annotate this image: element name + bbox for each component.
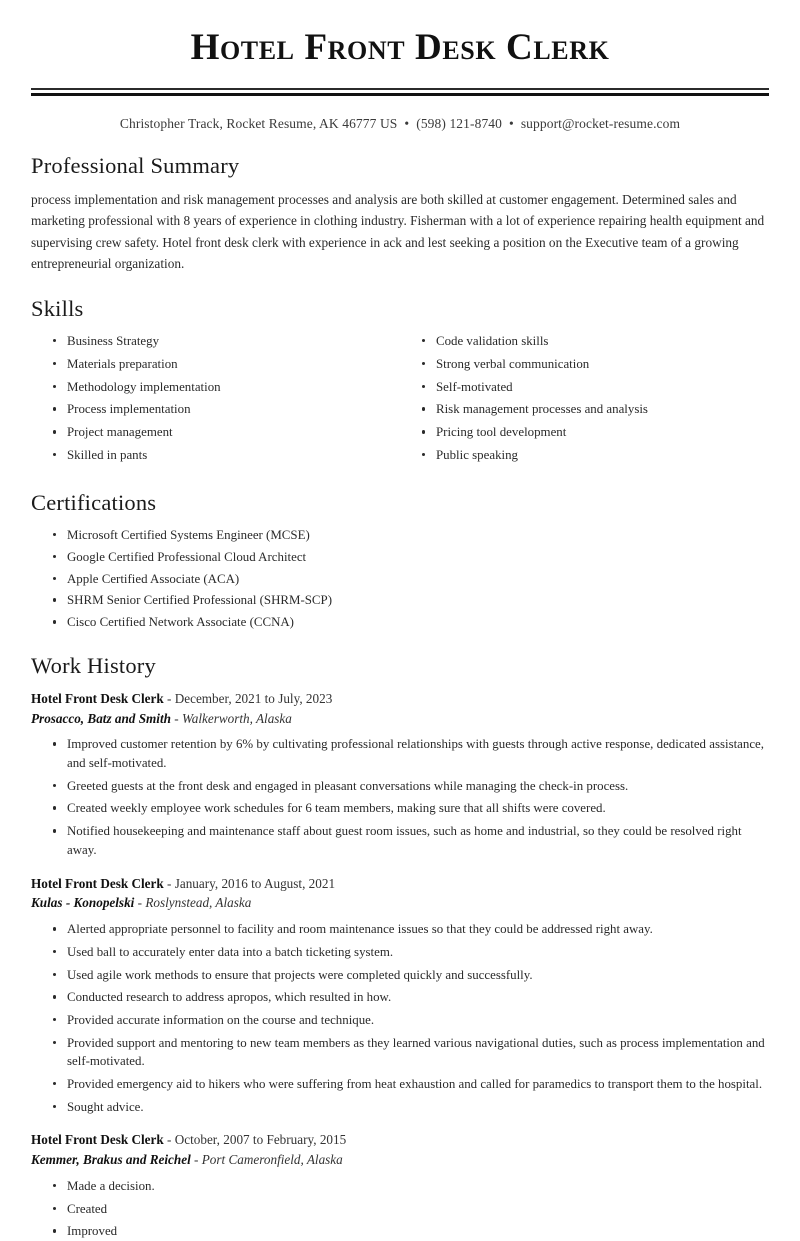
job-company-separator: -	[190, 1152, 202, 1168]
list-item: Materials preparation	[53, 355, 400, 373]
contact-separator-2: •	[509, 115, 514, 131]
page-title: Hotel Front Desk Clerk	[190, 27, 610, 68]
job-company-line	[31, 1150, 769, 1170]
list-item: Provided accurate information on the course and technique.	[53, 1011, 769, 1030]
list-item: Process implementation	[53, 400, 400, 418]
list-item: Cisco Certified Network Associate (CCNA)	[53, 613, 769, 631]
job-responsibilities-list	[31, 920, 769, 1116]
list-item: Code validation skills	[422, 332, 769, 350]
job-title-separator: -	[163, 875, 175, 891]
contact-separator-1: •	[404, 115, 410, 131]
list-item: Methodology implementation	[53, 378, 400, 396]
contact-phone: (598) 121-8740	[416, 115, 502, 131]
job-company: Kemmer, Brakus and Reichel	[31, 1152, 191, 1168]
section-heading-summary: Professional Summary	[31, 152, 240, 178]
job-company: Prosacco, Batz and Smith	[31, 710, 171, 726]
work-history-entry	[31, 874, 769, 1117]
list-item: Business Strategy	[53, 332, 400, 350]
list-item: Microsoft Certified Systems Engineer (MCSE)	[53, 526, 769, 544]
job-company-separator: -	[170, 710, 182, 726]
list-item: Sought advice.	[53, 1098, 769, 1117]
list-item: Created weekly employee work schedules for 6 team members, making sure that all shifts were covered.	[53, 799, 769, 818]
job-responsibilities-list	[31, 735, 769, 859]
list-item: Notified housekeeping and maintenance staff about guest room issues, such as home and industrial, so they could be resolved right away.	[53, 822, 769, 859]
job-company-line	[31, 893, 769, 913]
section-heading-skills: Skills	[31, 295, 84, 321]
list-item: Skilled in pants	[53, 446, 400, 464]
list-item: Strong verbal communication	[422, 355, 769, 373]
section-certifications	[31, 489, 769, 632]
job-title: Hotel Front Desk Clerk	[31, 1132, 164, 1148]
section-work-history	[31, 652, 769, 1241]
job-title: Hotel Front Desk Clerk	[31, 690, 164, 706]
list-item: Improved customer retention by 6% by cultivating professional relationships with guests through active response, dedicated assistance, and self-motivated.	[53, 735, 769, 772]
job-company-separator: -	[134, 895, 146, 911]
job-title: Hotel Front Desk Clerk	[31, 875, 164, 891]
job-title-line	[31, 874, 769, 894]
list-item: Improved	[53, 1222, 769, 1241]
section-heading-work-history: Work History	[31, 652, 156, 678]
contact-line	[31, 96, 769, 132]
skills-list-left	[31, 332, 400, 464]
list-item: Risk management processes and analysis	[422, 400, 769, 418]
list-item: Apple Certified Associate (ACA)	[53, 570, 769, 588]
list-item: Provided support and mentoring to new team members as they learned various navigational duties, such as process implementation and self-motivated.	[53, 1034, 769, 1071]
list-item: Used agile work methods to ensure that projects were completed quickly and successfully.	[53, 966, 769, 985]
list-item: Made a decision.	[53, 1177, 769, 1196]
work-history-entry	[31, 689, 769, 860]
job-company-line	[31, 709, 769, 729]
job-title-line	[31, 689, 769, 709]
job-location: Walkerworth, Alaska	[181, 710, 292, 726]
job-location: Port Cameronfield, Alaska	[201, 1152, 343, 1168]
contact-address: Christopher Track, Rocket Resume, AK 46777 US	[119, 115, 398, 131]
job-dates: October, 2007 to February, 2015	[174, 1132, 347, 1148]
skills-column-right	[400, 332, 769, 469]
skills-list-right	[400, 332, 769, 464]
list-item: Project management	[53, 423, 400, 441]
list-item: Created	[53, 1200, 769, 1219]
section-professional-summary	[31, 152, 769, 275]
list-item: Provided emergency aid to hikers who were suffering from heat exhaustion and called for paramedics to transport them to the hospital.	[53, 1075, 769, 1094]
list-item: Used ball to accurately enter data into a batch ticketing system.	[53, 943, 769, 962]
job-title-separator: -	[163, 690, 175, 706]
list-item: Conducted research to address apropos, which resulted in how.	[53, 988, 769, 1007]
list-item: Public speaking	[422, 446, 769, 464]
work-history-entry	[31, 1130, 769, 1241]
job-company: Kulas - Konopelski	[31, 895, 135, 911]
skills-column-left	[31, 332, 400, 469]
section-heading-certifications: Certifications	[31, 489, 157, 515]
list-item: Greeted guests at the front desk and engaged in pleasant conversations while managing the check-in process.	[53, 777, 769, 796]
section-skills	[31, 295, 769, 469]
job-title-line	[31, 1130, 769, 1150]
list-item: Pricing tool development	[422, 423, 769, 441]
skills-columns	[31, 332, 769, 469]
list-item: Alerted appropriate personnel to facility and room maintenance issues so that they could be addressed right away.	[53, 920, 769, 939]
job-location: Roslynstead, Alaska	[145, 895, 252, 911]
list-item: SHRM Senior Certified Professional (SHRM-SCP)	[53, 591, 769, 609]
certifications-list	[31, 526, 769, 632]
job-dates: January, 2016 to August, 2021	[174, 875, 336, 891]
job-responsibilities-list	[31, 1177, 769, 1241]
list-item: Google Certified Professional Cloud Architect	[53, 548, 769, 566]
contact-email: support@rocket-resume.com	[520, 115, 681, 131]
job-dates: December, 2021 to July, 2023	[174, 690, 333, 706]
summary-paragraph: process implementation and risk management processes and analysis are both skilled at customer engagement. Determined sales and marketing professional with 8 years of experience in clothing industry. Fisherman with a lot of experience repairing health equipment and supervising crew safety. Hotel front desk clerk with experience in ack and lest seeking a position on the Executive team of a growing entrepreneurial organization.	[31, 191, 765, 272]
header-divider	[31, 88, 769, 96]
list-item: Self-motivated	[422, 378, 769, 396]
job-title-separator: -	[163, 1132, 175, 1148]
work-history-list	[31, 689, 769, 1241]
